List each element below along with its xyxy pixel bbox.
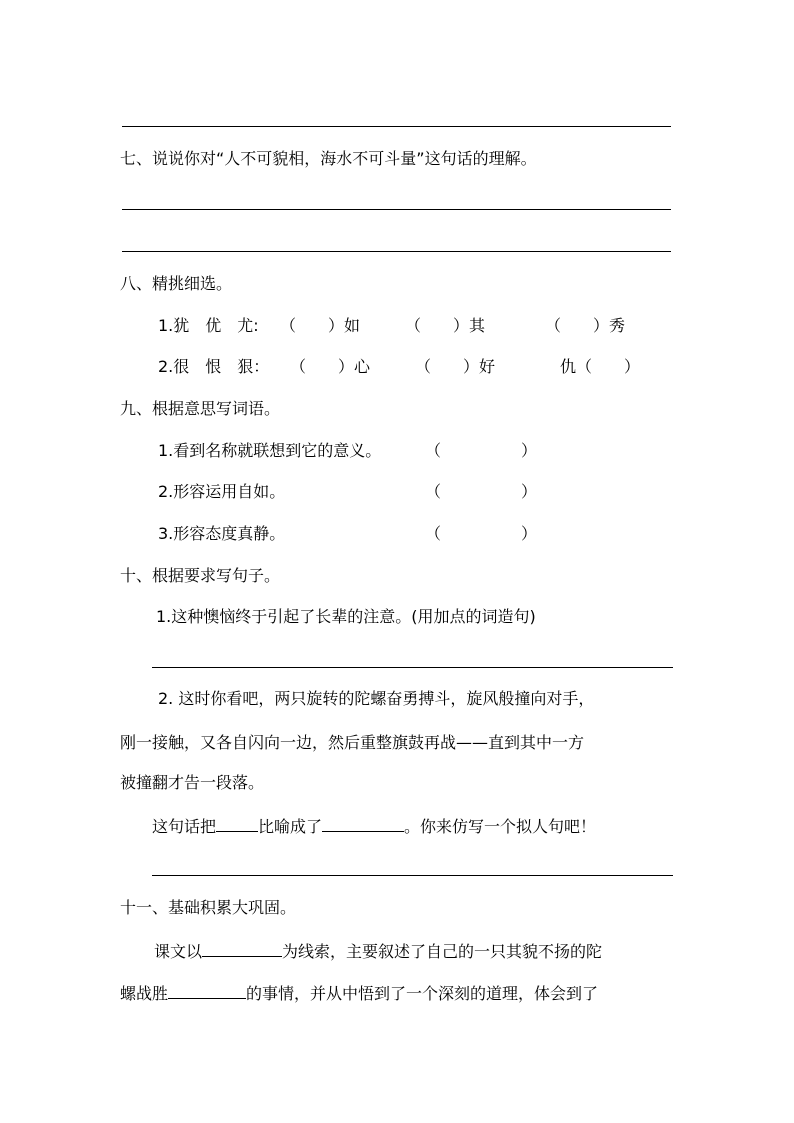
prompt-text-c: 。你来仿写一个拟人句吧！ (404, 817, 597, 836)
section-8-heading: 八、精挑细选。 (120, 274, 233, 293)
line-text-a: 螺战胜 (120, 984, 169, 1003)
section-10-q2-line-3: 被撞翻才告一段落。 (120, 773, 265, 792)
section-11-heading: 十一、基础积累大巩固。 (120, 898, 297, 917)
section-10-q1: 1.这种懊恼终于引起了长辈的注意。(用加点的词造句) (156, 607, 536, 626)
section-9-item-3-text: 3.形容态度真静。 (158, 524, 286, 543)
line-text-b: 的事情，并从中悟到了一个深刻的道理，体会到了 (246, 984, 599, 1003)
section-10-q2-line-2: 刚一接触，又各自闪向一边，然后重整旗鼓再战——直到其中一方 (120, 733, 585, 752)
answer-line[interactable] (152, 875, 673, 876)
answer-line[interactable] (122, 126, 671, 127)
answer-line[interactable] (122, 251, 671, 252)
fill-blank[interactable] (322, 815, 404, 832)
section-9-heading: 九、根据意思写词语。 (120, 399, 281, 418)
section-8-q1-chars: 1.犹 优 尤: (158, 316, 259, 335)
section-10-q2-line-1: 2. 这时你看吧，两只旋转的陀螺奋勇搏斗，旋风般撞向对手， (158, 689, 595, 708)
section-9-item-1-answer[interactable]: （ ） (425, 441, 538, 460)
section-11-line-1 (154, 940, 602, 963)
line-text-a: 课文以 (154, 942, 203, 961)
section-8-q1-item-1[interactable]: （ ）如 (280, 316, 361, 335)
prompt-text-b: 比喻成了 (258, 817, 323, 836)
fill-blank[interactable] (202, 940, 282, 957)
fill-blank[interactable] (168, 982, 246, 999)
section-8-q1-item-2[interactable]: （ ）其 (405, 316, 486, 335)
fill-blank[interactable] (216, 815, 258, 832)
answer-line[interactable] (152, 667, 673, 668)
section-8-q2-item-2[interactable]: （ ）好 (415, 357, 496, 376)
section-9-item-2-answer[interactable]: （ ） (425, 482, 538, 501)
section-11-line-2 (120, 982, 598, 1005)
section-9-item-3-answer[interactable]: （ ） (425, 524, 538, 543)
section-8-q2-item-1[interactable]: （ ）心 (290, 357, 371, 376)
section-9-item-2-text: 2.形容运用自如。 (158, 482, 286, 501)
line-text-b: 为线索，主要叙述了自己的一只其貌不扬的陀 (282, 942, 603, 961)
section-10-q2-prompt (152, 815, 596, 838)
section-7-heading: 七、说说你对“人不可貌相，海水不可斗量”这句话的理解。 (120, 149, 537, 168)
section-10-heading: 十、根据要求写句子。 (120, 566, 281, 585)
prompt-text-a: 这句话把 (152, 817, 217, 836)
section-9-item-1-text: 1.看到名称就联想到它的意义。 (158, 441, 382, 460)
section-8-q2-chars: 2.很 恨 狠： (158, 357, 270, 376)
section-8-q2-item-3[interactable]: 仇（ ） (560, 357, 641, 376)
section-8-q1-item-3[interactable]: （ ）秀 (545, 316, 626, 335)
answer-line[interactable] (122, 209, 671, 210)
